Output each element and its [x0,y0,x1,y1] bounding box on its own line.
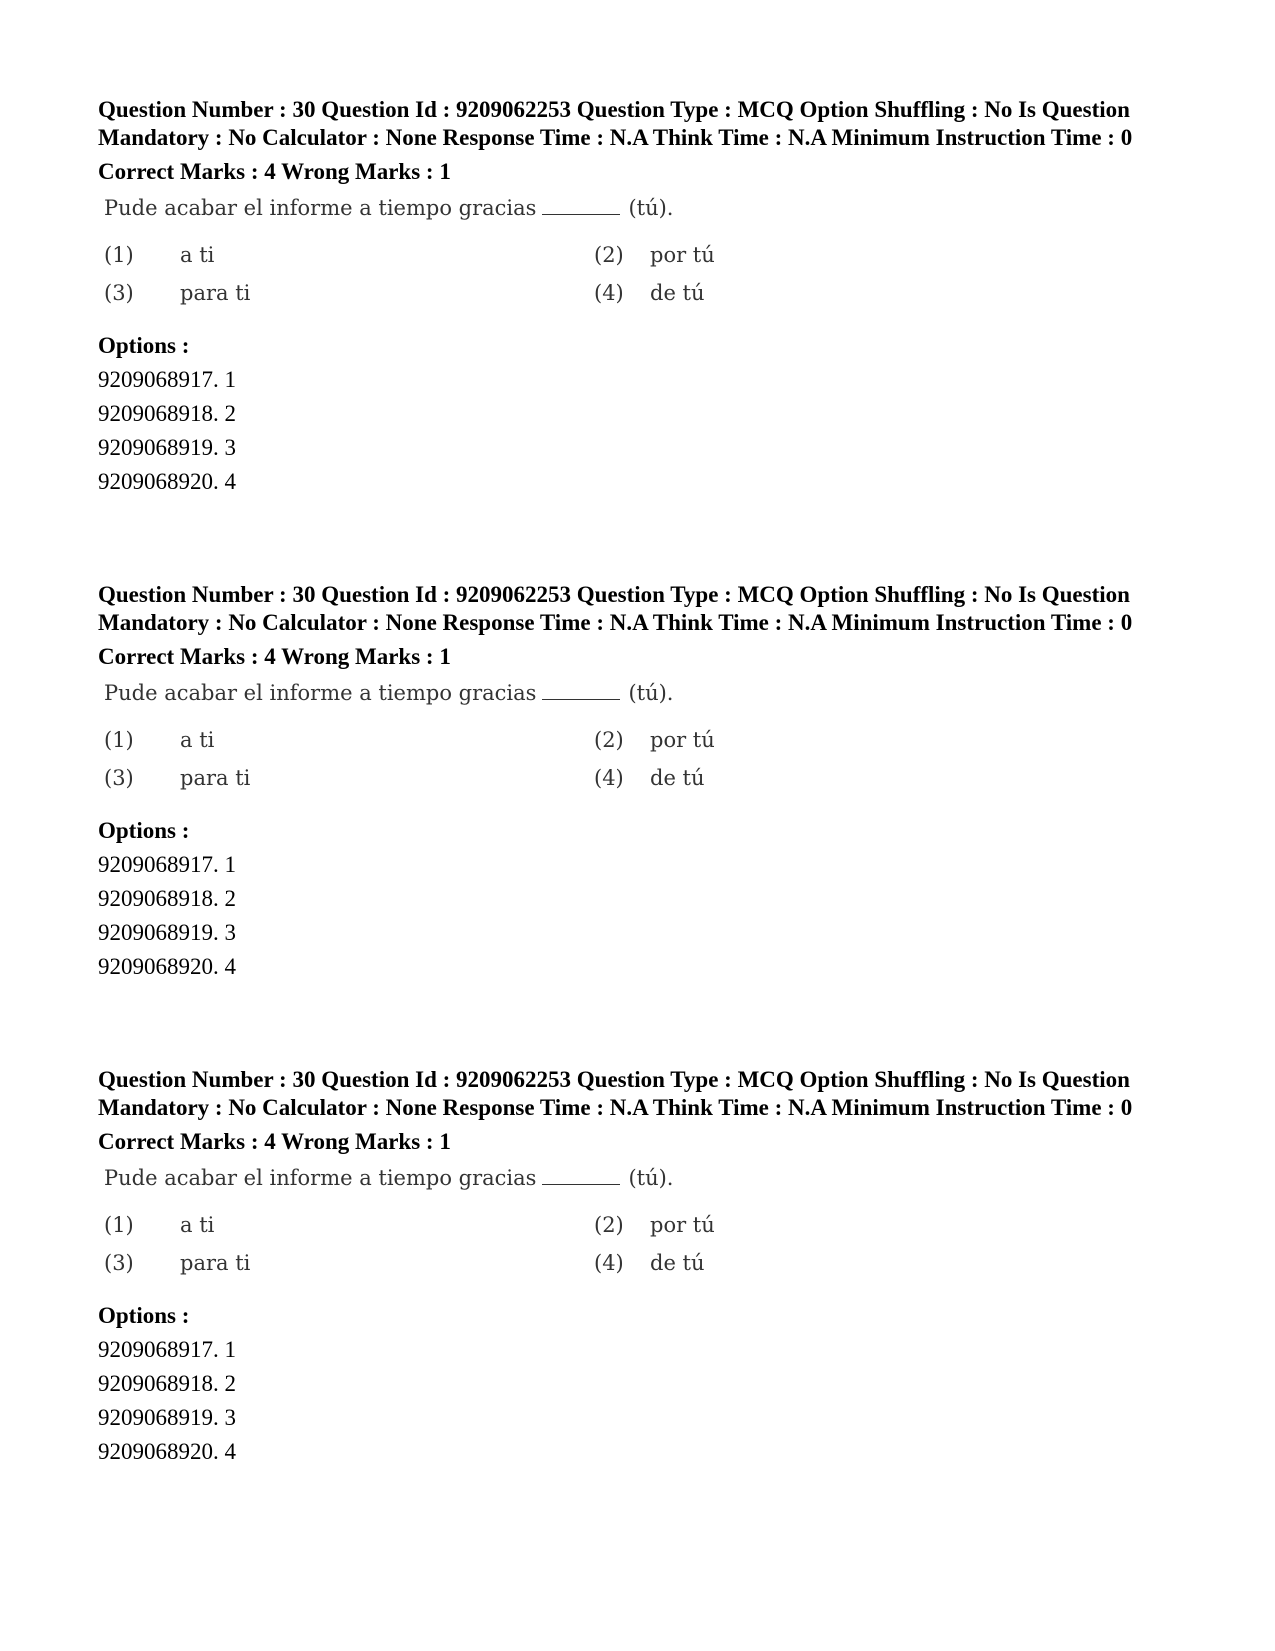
option-line: 9209068918. 2 [98,1371,236,1396]
choice-text: para ti [180,281,251,305]
marks-line: Correct Marks : 4 Wrong Marks : 1 [98,644,451,669]
question-prompt [104,1166,673,1190]
choice-number: (3) [104,1251,134,1275]
choice-text: de tú [650,1251,705,1275]
choice-number: (4) [594,766,624,790]
choice-text: a ti [180,1213,215,1237]
answer-blank [542,1183,620,1185]
option-line: 9209068918. 2 [98,401,236,426]
choice-number: (1) [104,243,134,267]
choice-text: para ti [180,766,251,790]
options-title: Options : [98,818,190,843]
prompt-after: (tú). [628,1166,674,1190]
choice-number: (1) [104,728,134,752]
choice-1 [104,728,214,752]
option-line: 9209068917. 1 [98,1337,236,1362]
prompt-before: Pude acabar el informe a tiempo gracias [104,196,537,220]
prompt-before: Pude acabar el informe a tiempo gracias [104,1166,537,1190]
choice-3 [104,766,250,790]
question-prompt [104,196,673,220]
option-line: 9209068920. 4 [98,469,236,494]
option-line: 9209068920. 4 [98,1439,236,1464]
marks-line: Correct Marks : 4 Wrong Marks : 1 [98,1129,451,1154]
choice-3 [104,281,250,305]
options-title: Options : [98,333,190,358]
option-line: 9209068919. 3 [98,435,236,460]
option-line: 9209068919. 3 [98,1405,236,1430]
choice-number: (1) [104,1213,134,1237]
choice-text: a ti [180,243,215,267]
option-line: 9209068917. 1 [98,852,236,877]
option-line: 9209068918. 2 [98,886,236,911]
marks-line: Correct Marks : 4 Wrong Marks : 1 [98,159,451,184]
choice-text: por tú [650,728,715,752]
choice-number: (3) [104,766,134,790]
choice-2 [594,728,715,752]
question-block [98,1066,1178,1466]
choice-text: de tú [650,766,705,790]
option-line: 9209068920. 4 [98,954,236,979]
prompt-after: (tú). [628,196,674,220]
answer-blank [542,213,620,215]
choice-1 [104,243,214,267]
options-title: Options : [98,1303,190,1328]
choice-number: (2) [594,1213,624,1237]
choice-text: para ti [180,1251,251,1275]
choice-2 [594,243,715,267]
question-block [98,581,1178,981]
option-line: 9209068919. 3 [98,920,236,945]
choice-3 [104,1251,250,1275]
answer-blank [542,698,620,700]
choice-4 [594,1251,705,1275]
question-header: Question Number : 30 Question Id : 9209062253 Question Type : MCQ Option Shuffling : No Is Question Mandatory : No Calculator : None Response Time : N.A Think Time : N.A Minimum Instruction Time : 0 [98,582,1133,635]
choice-4 [594,281,705,305]
choice-number: (3) [104,281,134,305]
question-prompt [104,681,673,705]
question-header: Question Number : 30 Question Id : 9209062253 Question Type : MCQ Option Shuffling : No Is Question Mandatory : No Calculator : None Response Time : N.A Think Time : N.A Minimum Instruction Time : 0 [98,97,1133,150]
choice-number: (2) [594,728,624,752]
question-image [104,196,744,314]
choice-text: a ti [180,728,215,752]
choice-1 [104,1213,214,1237]
choice-number: (2) [594,243,624,267]
question-image [104,681,744,799]
choice-number: (4) [594,281,624,305]
option-line: 9209068917. 1 [98,367,236,392]
choice-text: por tú [650,1213,715,1237]
choice-number: (4) [594,1251,624,1275]
prompt-after: (tú). [628,681,674,705]
choice-text: de tú [650,281,705,305]
question-header: Question Number : 30 Question Id : 9209062253 Question Type : MCQ Option Shuffling : No Is Question Mandatory : No Calculator : None Response Time : N.A Think Time : N.A Minimum Instruction Time : 0 [98,1067,1133,1120]
choice-4 [594,766,705,790]
question-image [104,1166,744,1284]
question-block [98,96,1178,496]
prompt-before: Pude acabar el informe a tiempo gracias [104,681,537,705]
choice-text: por tú [650,243,715,267]
choice-2 [594,1213,715,1237]
